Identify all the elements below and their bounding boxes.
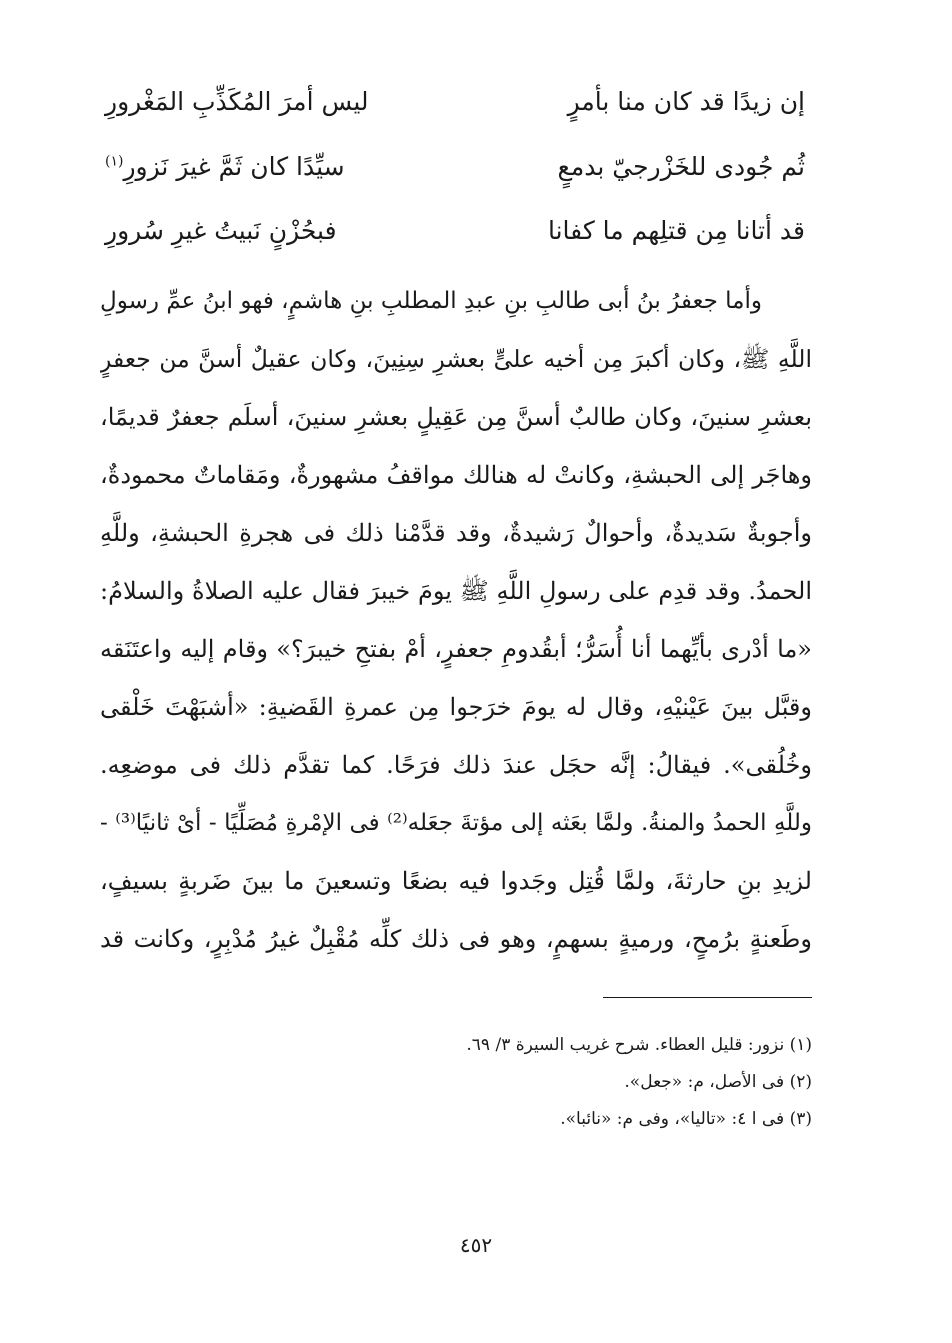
footnotes (300, 1027, 812, 1138)
verse-2-second-text: سيِّدًا كان ثَمَّ غيرَ نَزورِ (123, 151, 345, 181)
body-line-4: وهاجَر إلى الحبشةِ، وكانتْ له هنالك مواقفُ مشهورةٌ، ومَقاماتٌ محمودةٌ، (100, 461, 812, 489)
body-line-10: وللَّهِ الحمدُ والمنةُ. ولمَّا بعَثه إلى مؤتةَ جعَله⁽²⁾ فى الإمْرةِ مُصَلِّيًا - أىْ ثانيًا⁽³⁾ - (100, 810, 812, 836)
footnote-ref-1: (١) (105, 153, 124, 170)
poem-verse-2 (105, 141, 805, 191)
poem-verse-1 (105, 76, 805, 126)
footnote-2: (٢) فى الأصل، م: «جعل». (624, 1072, 812, 1092)
verse-2-first-hemistich: ثُم جُودى للخَزْرجيّ بدمعٍ (557, 151, 805, 181)
verse-3-first-hemistich: قد أتانا مِن قتلِهم ما كفانا (547, 215, 805, 245)
footnote-separator-rule (603, 997, 812, 998)
body-line-7: «ما أدْرى بأيِّهما أنا أُسَرُّ؛ أبقُدومِ جعفرٍ، أمْ بفتحِ خيبرَ؟» وقام إليه واعتَنَقه (100, 635, 812, 663)
verse-1-first-hemistich: إن زيدًا قد كان منا بأمرٍ (567, 86, 805, 116)
page-number: ٤٥٢ (459, 1233, 493, 1257)
body-line-8: وقبَّل بينَ عَيْنيْهِ، وقال له يومَ خرَجوا مِن عمرةِ القَضيةِ: «أشبَهْتَ خَلْقى (100, 693, 812, 721)
body-line-3: بعشرِ سنينَ، وكان طالبٌ أسنَّ مِن عَقِيلٍ بعشرِ سنينَ، أسلَم جعفرٌ قديمًا، (100, 403, 812, 431)
footnote-3: (٣) فى ا ٤: «تاليا»، وفى م: «نائبا». (560, 1109, 812, 1129)
footnote-1: (١) نزور: قليل العطاء. شرح غريب السيرة ٣/ ٦٩. (466, 1035, 812, 1055)
body-line-11: لزيدِ بنِ حارثةَ، ولمَّا قُتِل وجَدوا فيه بضعًا وتسعينَ ما بينَ ضَربةٍ بسيفٍ، (100, 867, 812, 895)
body-line-6: الحمدُ. وقد قدِم على رسولِ اللَّهِ ﷺ يومَ خيبرَ فقال عليه الصلاةُ والسلامُ: (100, 577, 812, 605)
poem-verse-3 (105, 205, 805, 255)
body-line-5: وأجوبةٌ سَديدةٌ، وأحوالٌ رَشيدةٌ، وقد قدَّمْنا ذلك فى هجرةِ الحبشةِ، وللَّهِ (100, 519, 812, 547)
verse-2-second-hemistich (105, 151, 345, 181)
verse-3-second-hemistich: فبحُزْنٍ نَبيتُ غيرِ سُرورِ (105, 215, 337, 245)
body-line-12: وطَعنةٍ برُمحٍ، ورميةٍ بسهمٍ، وهو فى ذلك كلِّه مُقْبِلٌ غيرُ مُدْبِرٍ، وكانت قد (100, 925, 812, 953)
body-line-1: وأما جعفرُ بنُ أبى طالبِ بنِ عبدِ المطلبِ بنِ هاشمٍ، فهو ابنُ عمِّ رسولِ (100, 288, 762, 314)
verse-1-second-hemistich: ليس أمرَ المُكَذِّبِ المَغْرورِ (105, 86, 369, 116)
body-paragraph (100, 272, 812, 968)
body-line-2: اللَّهِ ﷺ، وكان أكبرَ مِن أخيه علىٍّ بعشرِ سِنِينَ، وكان عقيلٌ أسنَّ من جعفرٍ (100, 345, 812, 373)
body-line-9: وخُلُقى». فيقالُ: إنَّه حجَل عندَ ذلك فرَحًا. كما تقدَّم ذلك فى موضعِه. (100, 751, 812, 779)
